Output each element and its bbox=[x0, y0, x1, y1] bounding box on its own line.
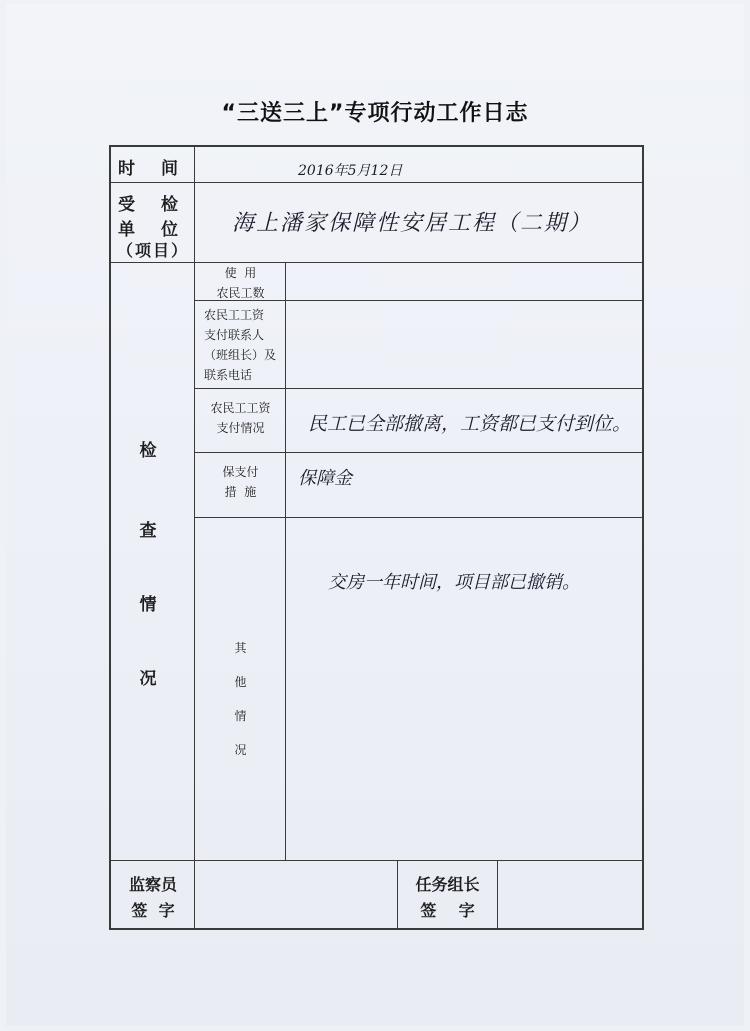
supervisor-signature-label: 监察员 签 字 bbox=[128, 875, 177, 920]
page-title: “三送三上”专项行动工作日志 bbox=[221, 101, 529, 126]
other-label: 其 他 情 况 bbox=[234, 641, 247, 757]
workers-count-label: 使 用 农民工数 bbox=[216, 266, 265, 300]
contact-label: 农民工工资 支付联系人 （班组长）及 联系电话 bbox=[204, 308, 277, 382]
guarantee-value[interactable]: 保障金 bbox=[298, 468, 352, 489]
wage-status-value[interactable]: 民工已全部撤离，工资都已支付到位。 bbox=[308, 413, 632, 435]
time-value[interactable]: 2016年5月12日 bbox=[298, 163, 403, 179]
other-value[interactable]: 交房一年时间，项目部已撤销。 bbox=[328, 572, 580, 593]
unit-label-line3: （项目） bbox=[116, 241, 189, 260]
inspection-char-3: 情 bbox=[139, 595, 167, 615]
guarantee-label: 保支付 措 施 bbox=[222, 465, 259, 499]
inspection-char-1: 检 bbox=[139, 441, 167, 461]
time-label: 时 间 bbox=[118, 159, 188, 179]
wage-status-label: 农民工工资 支付情况 bbox=[210, 401, 271, 435]
unit-value[interactable]: 海上潘家保障性安居工程（二期） bbox=[232, 211, 593, 236]
unit-label-line1: 受 检 bbox=[118, 195, 188, 215]
team-leader-signature-label: 任务组长 签 字 bbox=[415, 875, 480, 920]
inspection-char-4: 况 bbox=[139, 669, 167, 689]
unit-label-line2: 单 位 bbox=[118, 220, 188, 240]
inspection-char-2: 查 bbox=[139, 521, 167, 541]
